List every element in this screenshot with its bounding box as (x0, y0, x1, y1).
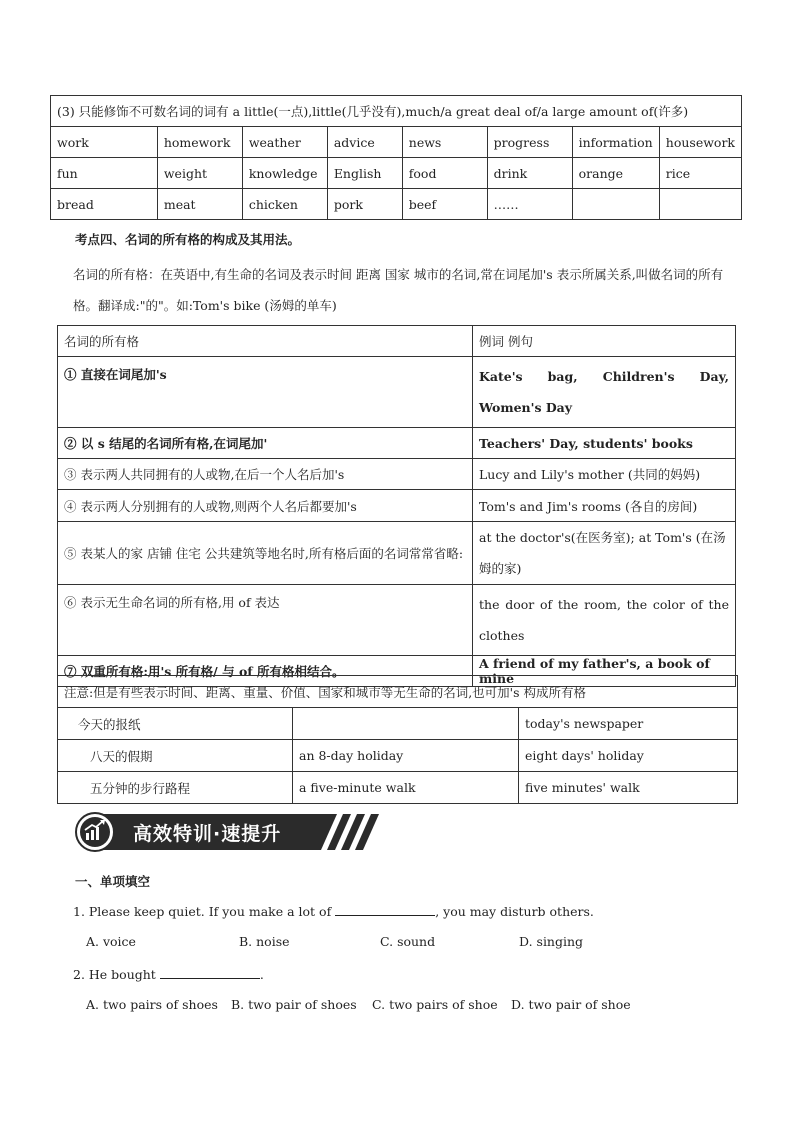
possessive-table (57, 325, 736, 687)
rule-cell: ⑤ 表某人的家 店铺 住宅 公共建筑等地名时,所有格后面的名词常常省略: (58, 522, 473, 585)
option-a[interactable]: A. voice (86, 934, 136, 949)
table-cell: progress (487, 127, 572, 158)
option-c[interactable]: C. sound (380, 934, 436, 949)
table-cell (293, 708, 519, 740)
rule-cell: ④ 表示两人分别拥有的人或物,则两个人名后都要加's (58, 490, 473, 522)
example-cell: A friend of my father's, a book of mine (473, 656, 736, 687)
example-cell: Lucy and Lily's mother (共同的妈妈) (473, 459, 736, 490)
option-b[interactable]: B. noise (239, 934, 290, 949)
question-1 (73, 903, 594, 919)
table-cell: food (402, 158, 487, 189)
table-cell: a five-minute walk (293, 772, 519, 804)
question-1-options (86, 934, 583, 949)
table-row (58, 428, 736, 459)
table-cell: housework (659, 127, 741, 158)
table-cell: five minutes' walk (519, 772, 738, 804)
table-row (58, 772, 738, 804)
table-cell: 五分钟的步行路程 (58, 772, 293, 804)
table-cell (659, 189, 741, 220)
table-cell (572, 189, 659, 220)
rule-cell: ② 以 s 结尾的名词所有格,在词尾加' (58, 428, 473, 459)
table-row (58, 676, 738, 708)
table-header-row (58, 326, 736, 357)
example-cell: the door of the room, the color of the clothes (473, 585, 736, 656)
note-cell: 注意:但是有些表示时间、距离、重量、价值、国家和城市等无生命的名词,也可加's 构成所有格 (58, 676, 738, 708)
table-cell: news (402, 127, 487, 158)
example-cell: Kate's bag, Children's Day, Women's Day (473, 357, 736, 428)
rule-cell: ③ 表示两人共同拥有的人或物,在后一个人名后加's (58, 459, 473, 490)
option-a[interactable]: A. two pairs of shoes (86, 997, 218, 1012)
option-d[interactable]: D. two pair of shoe (511, 997, 631, 1012)
table-cell: rice (659, 158, 741, 189)
table-cell: fun (51, 158, 158, 189)
table-cell: English (327, 158, 402, 189)
banner-title: 高效特训·速提升 (133, 823, 282, 845)
table-row (51, 189, 742, 220)
table-cell: today's newspaper (519, 708, 738, 740)
table-row (58, 459, 736, 490)
table-cell: work (51, 127, 158, 158)
rule-cell: ⑦ 双重所有格:用's 所有格/ 与 of 所有格相结合。 (58, 656, 473, 687)
table-cell: pork (327, 189, 402, 220)
table-cell: 今天的报纸 (58, 708, 293, 740)
table-cell: beef (402, 189, 487, 220)
rule-cell: ① 直接在词尾加's (58, 357, 473, 428)
table-cell: chicken (242, 189, 327, 220)
table-row (58, 522, 736, 585)
example-cell: at the doctor's(在医务室); at Tom's (在汤姆的家) (473, 522, 736, 585)
table-cell: weight (157, 158, 242, 189)
example-cell: Teachers' Day, students' books (473, 428, 736, 459)
table-cell: …… (487, 189, 572, 220)
table-cell: weather (242, 127, 327, 158)
table-cell: 八天的假期 (58, 740, 293, 772)
table-cell: information (572, 127, 659, 158)
option-c[interactable]: C. two pairs of shoe (372, 997, 498, 1012)
uncountable-header: (3) 只能修饰不可数名词的词有 a little(一点),little(几乎没有),much/a great deal of/a large amount of(许多) (51, 96, 742, 127)
table-row (58, 490, 736, 522)
section-heading: 考点四、名词的所有格的构成及其用法。 (75, 232, 301, 247)
table-row (58, 357, 736, 428)
table-cell: orange (572, 158, 659, 189)
question-2-options (86, 997, 631, 1012)
option-d[interactable]: D. singing (519, 934, 584, 949)
question-stem-end: , you may disturb others. (435, 904, 594, 919)
table-row (51, 158, 742, 189)
note-table (57, 675, 738, 804)
table-row (58, 585, 736, 656)
question-stem: 2. He bought (73, 967, 160, 982)
table-cell: advice (327, 127, 402, 158)
example-cell: Tom's and Jim's rooms (各自的房间) (473, 490, 736, 522)
table-cell: meat (157, 189, 242, 220)
table-cell: homework (157, 127, 242, 158)
table-cell: bread (51, 189, 158, 220)
table-cell: eight days' holiday (519, 740, 738, 772)
uncountable-nouns-table (50, 95, 742, 220)
question-stem-end: . (259, 967, 264, 982)
table-cell: an 8-day holiday (293, 740, 519, 772)
exercise-heading: 一、单项填空 (75, 874, 151, 889)
section-paragraph: 名词的所有格：在英语中,有生命的名词及表示时间 距离 国家 城市的名词,常在词尾加's 表示所属关系,叫做名词的所有格。翻译成:"的"。如:Tom's bike (汤姆的单车) (73, 267, 724, 313)
column-header: 例词 例句 (473, 326, 736, 357)
section-banner (75, 812, 387, 852)
rule-cell: ⑥ 表示无生命名词的所有格,用 of 表达 (58, 585, 473, 656)
table-cell: drink (487, 158, 572, 189)
column-header: 名词的所有格 (58, 326, 473, 357)
question-stem: 1. Please keep quiet. If you make a lot of (73, 904, 336, 919)
table-row (51, 127, 742, 158)
table-row (58, 708, 738, 740)
question-2 (73, 966, 264, 982)
table-row (58, 740, 738, 772)
answer-blank[interactable] (160, 966, 260, 979)
option-b[interactable]: B. two pair of shoes (231, 997, 357, 1012)
answer-blank[interactable] (335, 903, 435, 916)
table-cell: knowledge (242, 158, 327, 189)
